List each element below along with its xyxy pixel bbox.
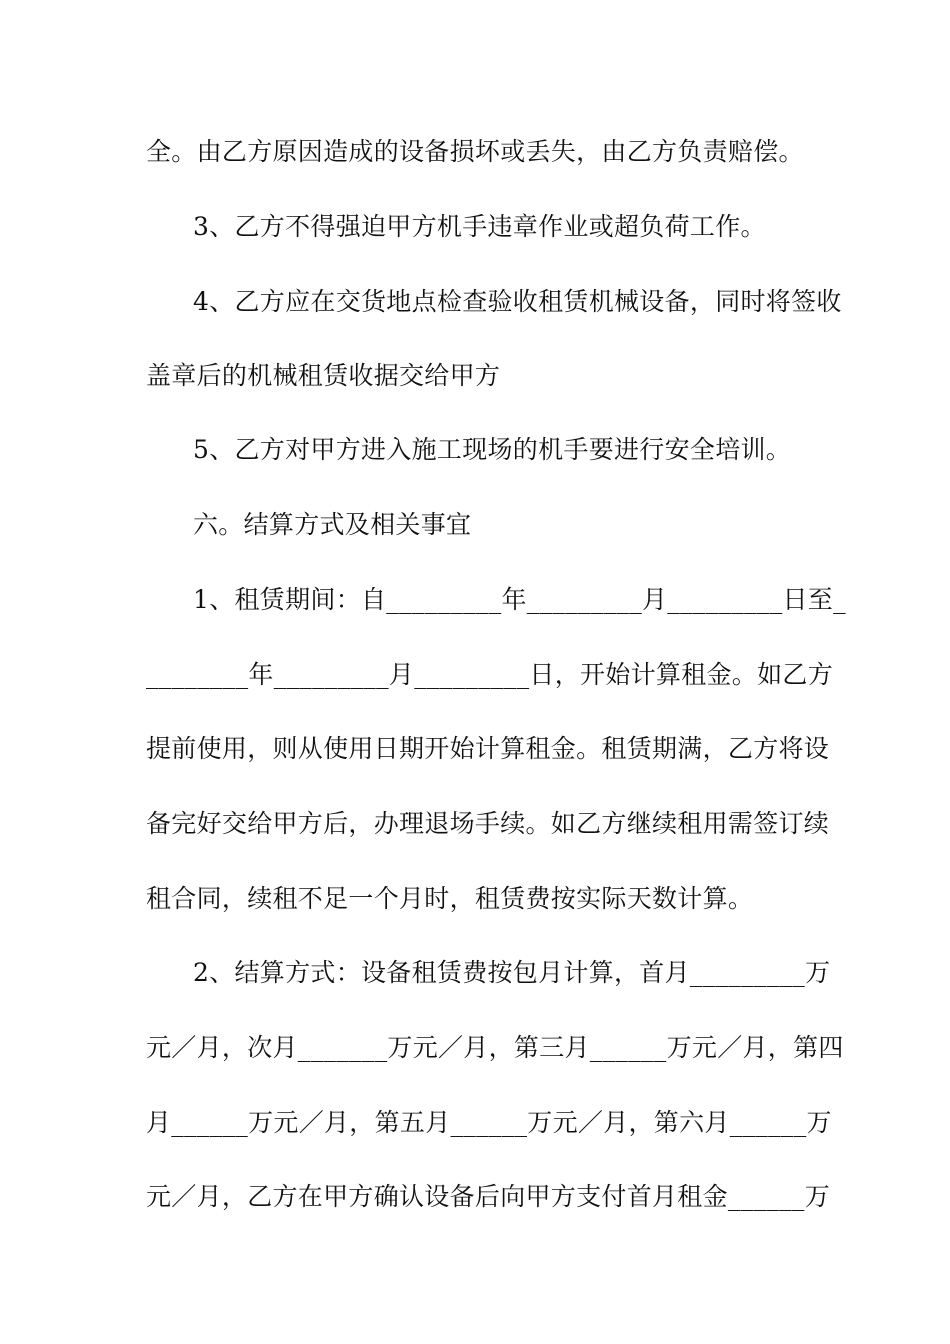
text-line: 全。由乙方原因造成的设备损坏或丢失，由乙方负责赔偿。	[146, 137, 804, 166]
text-line: 月______万元／月，第五月______万元／月，第六月______万	[146, 1108, 832, 1137]
text-line: 5、乙方对甲方进入施工现场的机手要进行安全培训。	[193, 435, 792, 464]
text-line: 租合同，续租不足一个月时，租赁费按实际天数计算。	[146, 884, 754, 913]
text-line: 盖章后的机械租赁收据交给甲方	[146, 361, 501, 390]
text-line: 1、租赁期间：自_________年_________月_________日至_	[193, 585, 846, 614]
text-line: 2、结算方式：设备租赁费按包月计算，首月_________万	[193, 958, 831, 987]
text-line: ________年_________月_________日，开始计算租金。如乙方	[146, 660, 834, 689]
text-line: 备完好交给甲方后，办理退场手续。如乙方继续租用需签订续	[146, 809, 830, 838]
text-line: 提前使用，则从使用日期开始计算租金。租赁期满，乙方将设	[146, 734, 830, 763]
text-line: 3、乙方不得强迫甲方机手违章作业或超负荷工作。	[193, 212, 766, 241]
text-line: 元／月，乙方在甲方确认设备后向甲方支付首月租金______万	[146, 1182, 831, 1211]
section-heading: 六。结算方式及相关事宜	[193, 510, 472, 539]
text-line: 4、乙方应在交货地点检查验收租赁机械设备，同时将签收	[193, 287, 842, 316]
text-line: 元／月，次月_______万元／月，第三月______万元／月，第四	[146, 1033, 844, 1062]
